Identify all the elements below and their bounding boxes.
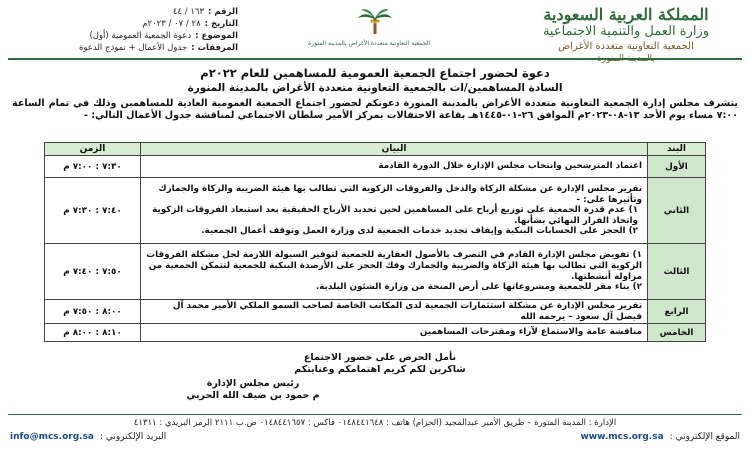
desc-line: تقرير مجلس الإدارة عن مشكلة الزكاة والدخل والفروقات الزكوية التي تطالب بها هيئة الضريبة والزكاة والجمارك وتأثيرها على: - (158, 184, 642, 205)
email-link[interactable]: info@mcs.org.sa (10, 432, 94, 442)
ref-label: الرقم : (208, 7, 238, 17)
table-row (45, 300, 706, 324)
header-divider (8, 58, 742, 60)
footer-contacts (10, 432, 740, 442)
date-label: التاريخ : (204, 19, 238, 29)
ref-row (8, 6, 238, 18)
society-name: الجمعية التعاونية متعددة الأغراض (558, 41, 694, 52)
kingdom-name: المملكة العربية السعودية (543, 5, 709, 24)
subject-value: دعوة الجمعية العمومية (أول) (89, 31, 192, 41)
agenda-item-time: ٧:٤٠ : ٧:٣٠ م (45, 178, 141, 244)
desc-line: ٢) الحجز على الحسابات البنكية وإيقاف تجديد خدمات الجمعية لدى وزارة العمل وتوقف أعمال الجمعية. (201, 226, 638, 237)
website-label: الموقع الإلكتروني : (669, 432, 740, 442)
agenda-item-desc (141, 244, 648, 300)
col-header-time: الزمن (45, 143, 141, 156)
addressee-line: السادة المساهمين/ات بالجمعية التعاونية متعددة الأغراض بالمدينة المنورة (187, 82, 563, 94)
desc-line: ١) عدم قدرة الجمعية على توزيع أرباح على المساهمين لحين تحديد الأرباح الحقيقية بعد استبعاد الفروقات الزكوية واتخاذ القرار النهائي بشأنها. (152, 205, 638, 226)
desc-line: ١) تفويض مجلس الإدارة القادم في التصرف بالأصول العقارية للجمعية لتوفير السيولة اللازمة لحل مشكلة الفروقات الزكوية التي تطالب بها هيئة الزكاة والضريبة والجمارك وفك الحجز على الأرصدة البنكية للجمعية لتتمكن الجمعية من مزاولة أنشطتها. (146, 250, 642, 282)
logo-caption: الجمعية التعاونية متعددة الأغراض بالمدينة المنورة (308, 40, 430, 47)
closing-line-1: نأمل الحرص على حضور الاجتماع (303, 352, 457, 363)
agenda-header-row (45, 143, 706, 156)
subject-label: الموضوع : (195, 31, 238, 41)
ministry-name: وزارة العمل والتنمية الاجتماعية (542, 24, 710, 39)
agenda-item-label: الثاني (648, 178, 706, 244)
agenda-item-desc (141, 156, 648, 178)
date-row (8, 18, 238, 30)
agenda-item-time: ٧:٥٠ : ٧:٤٠ م (45, 244, 141, 300)
attachments-row (8, 42, 238, 54)
agenda-item-desc (141, 178, 648, 244)
desc-line: مناقشة عامة والاستماع لآراء ومقترحات المساهمين (419, 327, 642, 338)
attachments-value: جدول الأعمال + نموذج الدعوة (78, 43, 188, 53)
footer-address: الإدارة : المدينة المنورة – طريق الأمير عبدالمجيد (الحزام) هاتف : ٠١٤٨٤٤١٦٤٨ فاكس : ٠١٤٨٤٤١٦٥٧ ص.ب ٢١١١ الرمز البريدي : ٤١٣١١ (133, 418, 617, 428)
desc-line: اعتماد المترشحين وانتخاب مجلس الإدارة خلال الدورة القادمة (378, 161, 642, 172)
agenda-item-desc (141, 324, 648, 342)
table-row (45, 324, 706, 342)
signatory-name: م حمود بن ضيف الله الحربي (186, 390, 320, 401)
website-link[interactable]: www.mcs.org.sa (580, 432, 664, 442)
invitation-title: دعوة لحضور اجتماع الجمعية العمومية للمساهمين للعام ٢٠٢٢م (200, 66, 550, 80)
invitation-body: يتشرف مجلس إدارة الجمعية التعاونية متعددة الأغراض بالمدينة المنورة دعوتكم لحضور اجتماع الجمعية العمومية العادية للمساهمين وذلك في تمام الساعة ٧:٠٠ مساء يوم الأحد ١٣-٠٨-٢٠٢٣م الموافق ٢٦-٠١-١٤٤٥هـ بقاعة الاحتفالات بمركز الأمير سلطان الاجتماعي لمناقشة جدول الأعمال التالي: - (12, 98, 738, 121)
col-header-item: البند (648, 143, 706, 156)
ref-value: ١٦٣ / ٤٤ (172, 7, 205, 17)
date-value: ٢٨ / ٠٧ / ٢٠٢٣م (142, 19, 201, 29)
agenda-item-label: الرابع (648, 300, 706, 324)
letterhead-org (516, 6, 736, 65)
letter-meta (8, 6, 238, 54)
desc-line: ٢) بناء مقر للجمعية ومشروعاتها على أرض المنحة من وزارة الشئون البلدية. (315, 282, 642, 293)
agenda-item-time: ٨:١٠ : ٨:٠٠ م (45, 324, 141, 342)
table-row (45, 244, 706, 300)
agenda-item-label: الأول (648, 156, 706, 178)
society-logo (308, 6, 430, 54)
table-row (45, 156, 706, 178)
agenda-item-label: الخامس (648, 324, 706, 342)
footer-divider (8, 414, 742, 415)
agenda-item-label: الثالث (648, 244, 706, 300)
signature-block (168, 378, 338, 402)
signatory-title: رئيس مجلس الإدارة (206, 378, 300, 389)
desc-line: تقرير مجلس الإدارة عن مشكلة استثمارات الجمعية لدى المكاتب الخاصة لصاحب السمو الملكي الأمير محمد آل فيصل آل سعود – يرحمه الله (172, 301, 642, 322)
agenda-item-time: ٨:٠٠ : ٧:٥٠ م (45, 300, 141, 324)
subject-row (8, 30, 238, 42)
website-group (580, 432, 740, 442)
table-row (45, 178, 706, 244)
agenda-item-time: ٧:٣٠ : ٧:٠٠ م (45, 156, 141, 178)
attachments-label: المرفقات : (191, 43, 238, 53)
agenda-item-desc (141, 300, 648, 324)
closing-line-2: شاكرين لكم كريم اهتمامكم وعنايتكم (294, 364, 466, 375)
closing-remarks (170, 352, 590, 376)
palm-logo-icon (355, 6, 395, 36)
email-label: البريد الإلكتروني : (100, 432, 167, 442)
email-group (10, 432, 166, 442)
agenda-table (44, 142, 706, 342)
col-header-desc: البيان (141, 143, 648, 156)
